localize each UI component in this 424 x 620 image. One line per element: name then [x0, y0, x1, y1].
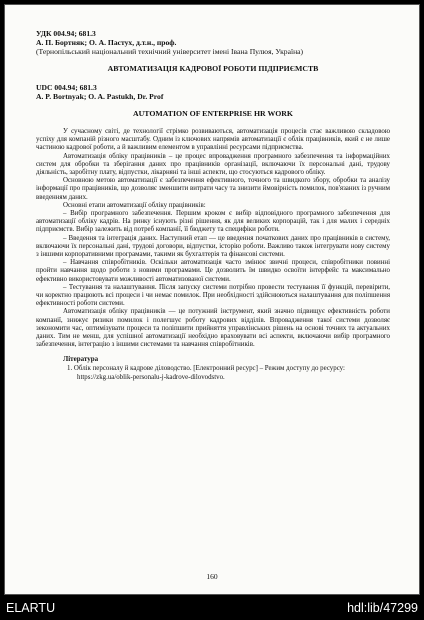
authors-ua: А. П. Бортняк; О. А. Пастух, д.т.н., проф.: [36, 38, 177, 47]
page-content: [36, 29, 390, 382]
title-en: AUTOMATION OF ENTERPRISE HR WORK: [133, 109, 293, 118]
paragraph: – Навчання співробітників. Оскільки автоматизація часто змінює звичні процеси, співробітники повинні пройти навчання щодо роботи з новими програмами. Це дозволить їм швидко освоїти інтерфейс та максимально ефективно використовувати можливості автоматизованої системи.: [36, 259, 390, 283]
udc-en: UDC 004.94; 681.3: [36, 83, 97, 92]
paragraph: Автоматизація обліку працівників – це процес впровадження програмного забезпечення та інформаційних систем для обробки та зберігання даних про працівників організації, включаючи їх персональні дані, трудову діяльність, заробітну плату, відпустки, лікарняні та інші аспекти, що стосуються кадрового обліку.: [36, 152, 390, 177]
paragraph: Основною метою автоматизації є забезпечення ефективного, точного та швидкого збору, обробки та аналізу інформації про працівників, що дозволяє зменшити витрати часу та знизити ймовірність помилок, пов'язаних із ручним введенням даних.: [36, 177, 390, 201]
article-body: [36, 128, 390, 349]
footer-handle: hdl:lib/47299: [347, 601, 418, 615]
paragraph: – Вибір програмного забезпечення. Першим кроком є вибір відповідного програмного забезпечення для автоматизації обліку кадрів. На ринку існують різні рішення, як для великих корпорацій, так і для малих і середніх підприємств. Вибір залежить від потреб компанії, її бюджету та специфіки роботи.: [36, 210, 390, 234]
footer-repository: ELARTU: [6, 601, 56, 615]
paragraph: У сучасному світі, де технології стрімко розвиваються, автоматизація процесів стає важливою складовою успіху для компаній різного масштабу. Одним із ключових напрямів автоматизації є облік працівників, який є не лише частиною кадрової роботи, а й важливим елементом в управлінні ресурсами підприємства.: [36, 128, 390, 152]
paragraph: – Введення та інтеграція даних. Наступний етап — це введення початкових даних про працівників в систему, включаючи їх персональні дані, трудові договори, відпустки, історію роботи. Важливо також інтегрувати нову систему з іншими корпоративними програмами, такими як бухгалтерія та фінансові системи.: [36, 234, 390, 259]
title-ua: АВТОМАТИЗАЦІЯ КАДРОВОЇ РОБОТИ ПІДПРИЄМСТВ: [107, 64, 319, 73]
references-heading: Література: [63, 355, 99, 364]
document-page: [4, 4, 420, 595]
udc-ua: УДК 004.94; 681.3: [36, 29, 96, 38]
reference-item: 1. Облік персоналу й кадрове діловодство. [Електронний ресурс] – Режим доступу до ресурсу: https://zkg.ua/oblik-personalu-j-kadrove-dilovodstvo.: [67, 365, 345, 381]
authors-en: A. P. Bortnyak; O. A. Pastukh, Dr. Prof: [36, 92, 164, 101]
paragraph: – Тестування та налаштування. Після запуску системи потрібно провести тестування її функцій, перевірити, чи коректно працюють всі процеси і чи немає помилок. При необхідності здійснюються налаштування для поліпшення ефективності роботи системи.: [36, 283, 390, 308]
paragraph: Автоматизація обліку працівників — це потужний інструмент, який значно підвищує ефективність роботи компанії, знижує ризики помилок і полегшує роботу кадрових відділів. Впровадження такої системи дозволяє зекономити час, оптимізувати процеси та поліпшити прийняття управлінських рішень на основі точних та актуальних даних. Тим не менш, для успішної автоматизації необхідно враховувати всі аспекти, включаючи вибір програмного забезпечення, інтеграцію з іншими системами та навчання співробітників.: [36, 308, 390, 349]
affiliation-ua: (Тернопільський національний технічний університет імені Івана Пулюя, Україна): [36, 47, 304, 56]
paragraph: Основні етапи автоматизації обліку працівників:: [63, 201, 206, 209]
page-number: 160: [206, 572, 218, 581]
footer-bar: [0, 595, 424, 620]
